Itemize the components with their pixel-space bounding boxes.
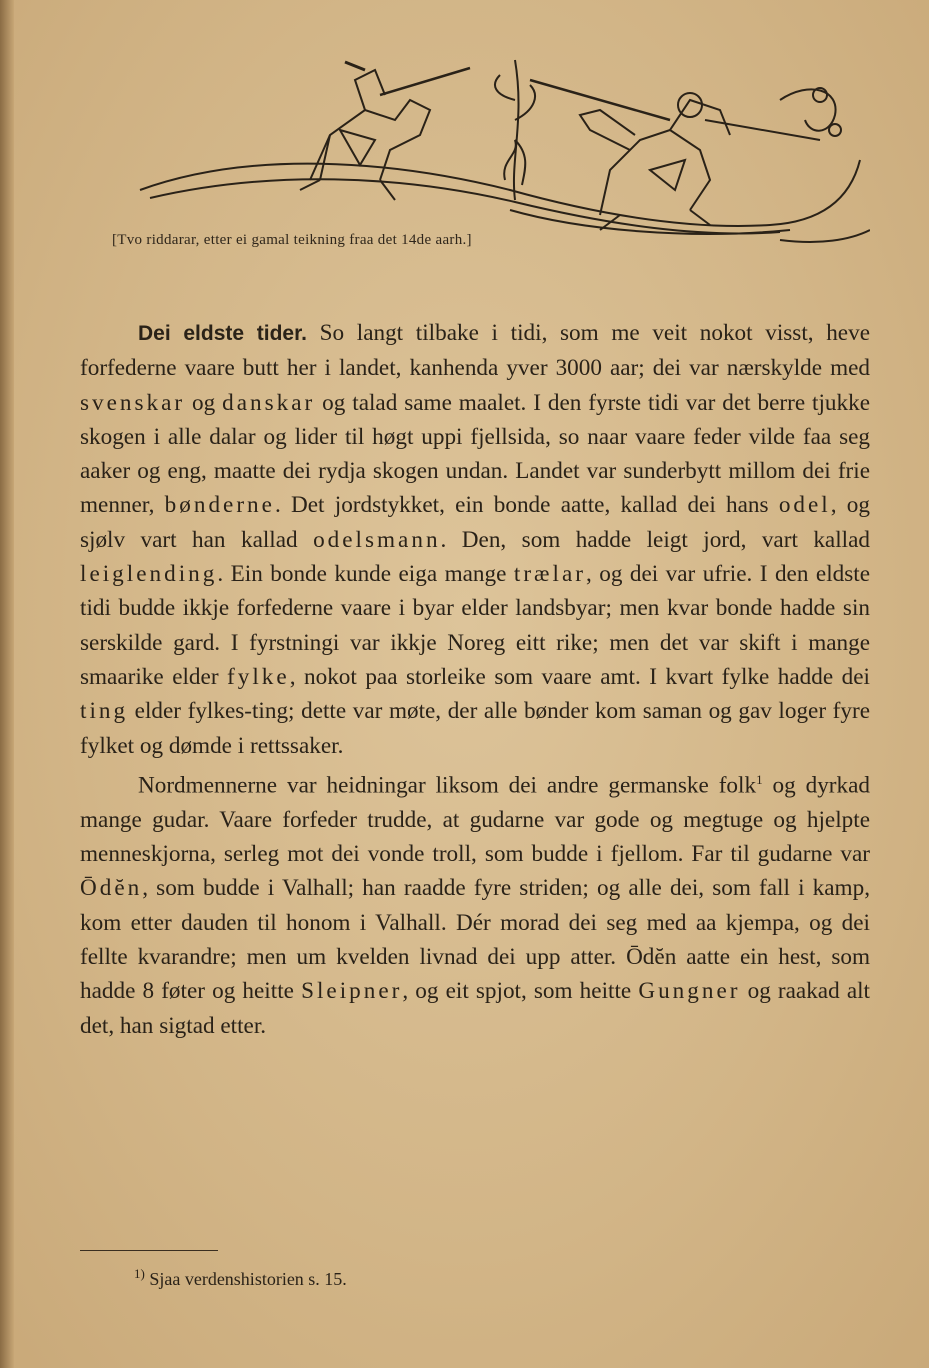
text-run: og raakad alt det, han sigtad etter.: [80, 978, 870, 1039]
text-run: og dyrkad mange gudar. Vaare forfeder trudde, at gudarne var gode og megtuge og hjelpte menneskjorna, serleg mot dei vonde troll, som budde i fjellom. Far til gudarne var: [80, 772, 871, 868]
text-run: elder fylkes-ting; dette var møte, der alle bønder kom saman og gav loger fyre fylket og dømde i rettssaker.: [80, 698, 870, 759]
spaced-term: bønderne: [164, 492, 275, 519]
spaced-term: odel: [778, 492, 831, 519]
book-spine-edge: [0, 0, 14, 1368]
text-run: Ōdĕn: [626, 944, 677, 971]
spaced-term: leiglending: [80, 561, 218, 588]
spaced-term: trælar: [513, 561, 586, 588]
spaced-term: fylke: [227, 663, 290, 690]
spaced-term: Ōdĕn: [80, 875, 143, 902]
spaced-term: odelsmann: [313, 526, 441, 553]
text-run: , og eit spjot, som heitte: [402, 978, 639, 1005]
spaced-term: Gungner: [638, 978, 741, 1005]
text-run: , nokot paa storleike som vaare amt. I kvart fylke hadde dei: [289, 663, 870, 690]
text-run: , og sjølv vart han kallad: [80, 492, 870, 553]
paragraph-1: [80, 316, 870, 763]
text-run: . Det jordstykket, ein bonde aatte, kallad dei hans: [274, 492, 779, 519]
text-run: aatte ein hest, som hadde 8 føter og heitte: [80, 944, 870, 1005]
illustration-caption: [Tvo riddarar, etter ei gamal teikning fraa det 14de aarh.]: [112, 232, 472, 248]
text-run: Nordmennerne var heidningar liksom dei andre germanske folk: [138, 772, 757, 799]
footnote: [134, 1266, 347, 1290]
text-run: So langt tilbake i tidi, som me veit nokot visst, heve forfederne vaare butt her i landet, kanhenda yver 3000 aar; dei var nærskylde med: [80, 320, 870, 382]
spaced-term: danskar: [222, 389, 316, 416]
main-text: [80, 316, 870, 1043]
footnote-mark: 1): [134, 1266, 145, 1281]
paragraph-2: [80, 763, 870, 1043]
text-run: , og dei var ufrie. I den eldste tidi budde ikkje forfederne vaare i byar elder landsbyar; men kvar bonde hadde sin serskilde gard. I fyrstningi var ikkje Noreg eitt rike; men det var skift i mange smaarike elder: [80, 561, 870, 690]
footnote-text: Sjaa verdenshistorien s. 15.: [144, 1269, 347, 1289]
text-run: . Ein bonde kunde eiga mange: [217, 561, 514, 588]
spaced-term: ting: [80, 698, 129, 725]
spaced-term: Sleipner: [301, 978, 403, 1005]
two-knights-jousting-illustration: [130, 40, 870, 250]
text-run: og: [185, 389, 223, 416]
footnote-reference: 1: [756, 771, 763, 787]
section-heading: Dei eldste tider.: [138, 322, 307, 345]
text-run: og talad same maalet. I den fyrste tidi var det berre tjukke skogen i alle dalar og lider til høgt uppi fjellsida, so naar vaare feder vilde faa seg aaker og eng, maatte dei rydja skogen undan. Landet var sunderbytt millom dei frie menner,: [80, 389, 871, 519]
footnote-divider: [80, 1250, 218, 1251]
spaced-term: svenskar: [80, 389, 186, 416]
text-run: . Den, som hadde leigt jord, vart kallad: [440, 526, 870, 553]
text-run: , som budde i Valhall; han raadde fyre striden; og alle dei, som fall i kamp, kom etter dauden til honom i Valhall. Dér morad dei seg med aa kjempa, og dei fellte kvarandre; men um kvelden livnad dei upp atter.: [80, 875, 870, 971]
